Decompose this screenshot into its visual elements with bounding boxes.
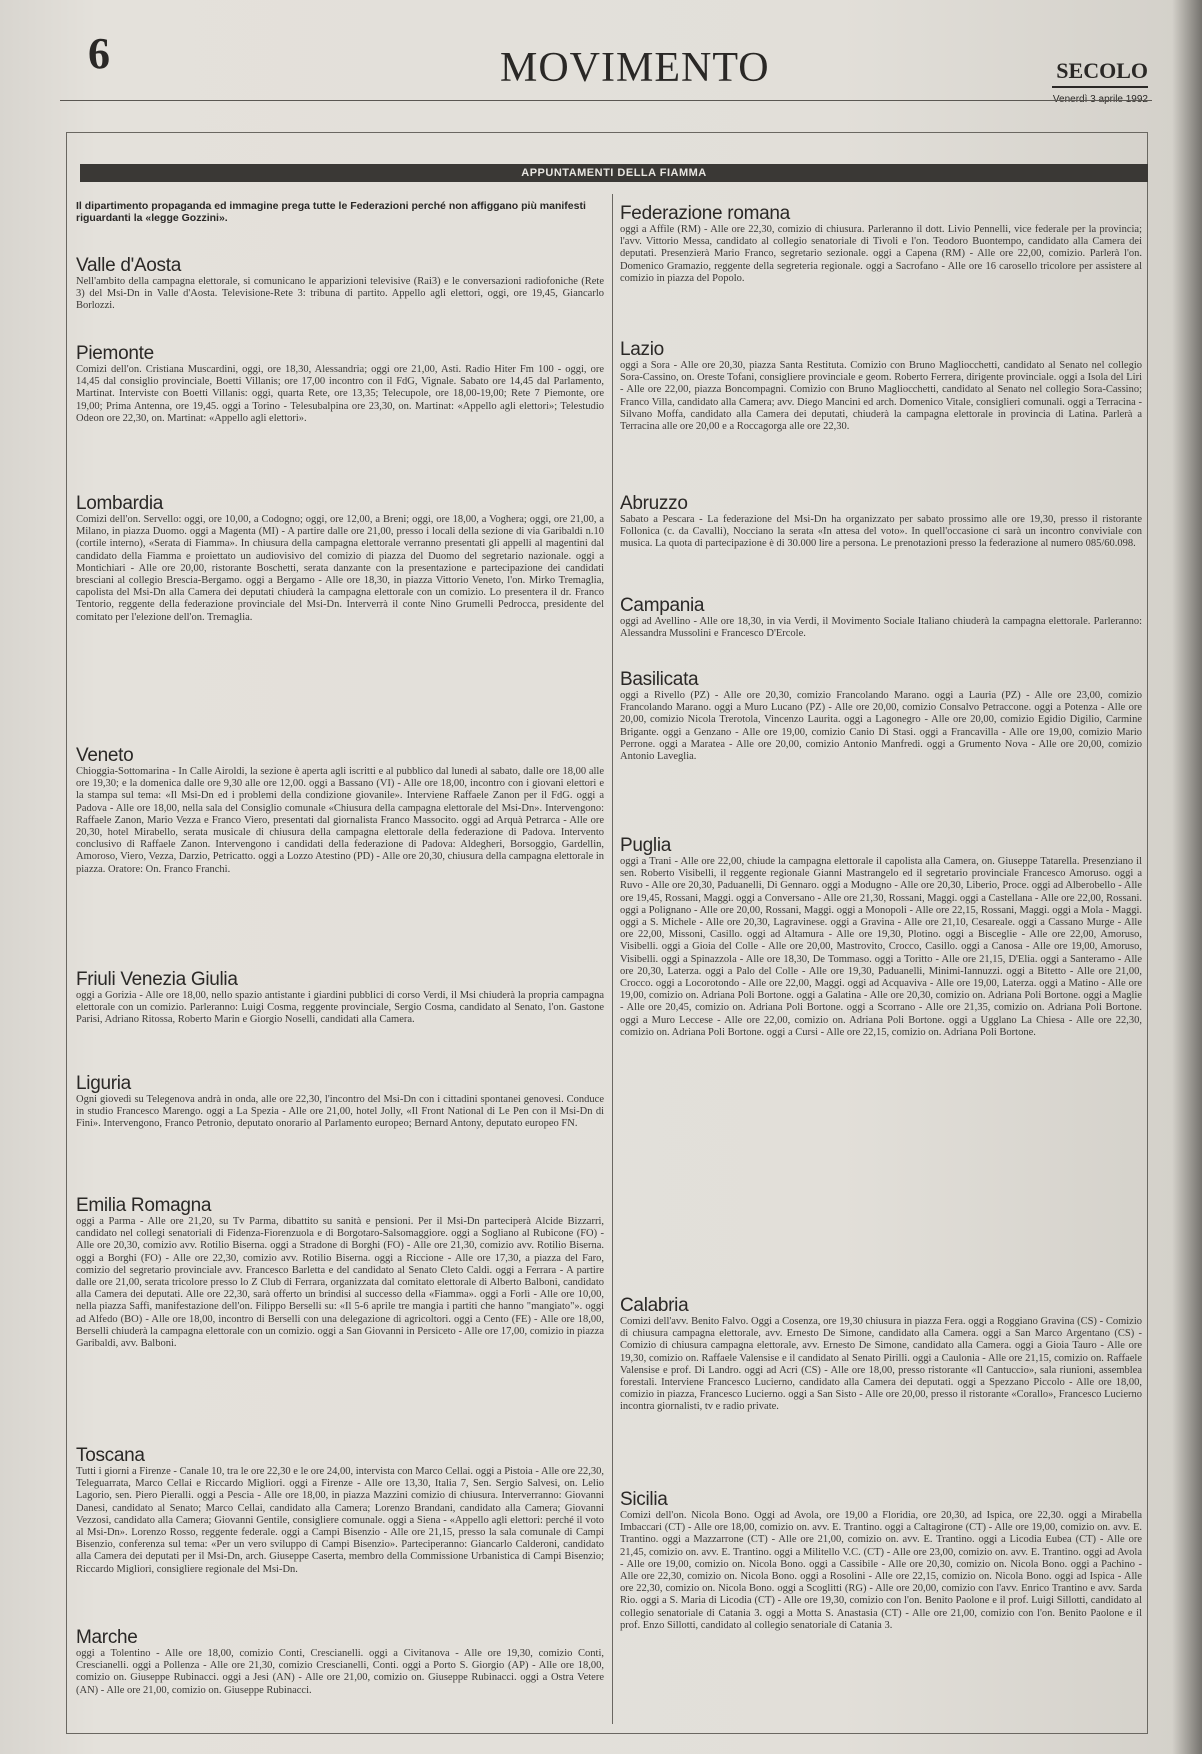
region-block [620,1296,1142,1414]
region-heading: Toscana [76,1445,145,1466]
region-heading: Lombardia [76,493,164,514]
page-number: 6 [88,29,110,78]
region-block [76,1628,604,1697]
region-heading: Puglia [620,835,672,856]
region-text: oggi a Affile (RM) - Alle ore 22,30, comizio di chiusura. Parleranno il dott. Livio Pennelli, vice federale per la provincia; l'avv. Vittorio Messa, candidato al collegio senatoriale di Tivoli e l'on. Teodoro Buontempo, candidato alla Camera dei deputati. Presenzierà Mario Franco, segretario sezionale. oggi a Capena (RM) - Alle ore 22,00, comizio. Parlerà l'on. Domenico Gramazio, reggente della segreteria regionale. oggi a Sacrofano - Alle ore 16 carosello tricolore per assistere al comizio in piazza del Popolo. [620,224,1142,284]
region-block [620,596,1142,640]
region-text: oggi a Parma - Alle ore 21,20, su Tv Parma, dibattito su sanità e pensioni. Per il Msi-Dn parteciperà Alcide Bizzarri, candidato nel collegi senatoriali di Fidenza-Fiorenzuola e di Borgotaro-Salsomaggiore. oggi a Sogliano al Rubicone (FO) - Alle ore 20,30, comizio avv. Rotilio Biserna. oggi a Stradone di Borghi (FO) - Alle ore 21,30, comizio avv. Rotilio Biserna. oggi a Borghi (FO) - Alle ore 22,30, comizio avv. Rotilio Biserna. oggi a Riccione - Alle ore 17,30, a piazza del Faro, comizio del segretario provinciale avv. Francesco Barletta e del candidato al Senato Cleto Caldi. oggi a Ferrara - A partire dalle ore 21,00, serata tricolore presso lo Z Club di Ferrara, organizzata dal comitato elettorale di Alberto Balboni, candidato alla Camera dei deputati. Alle ore 22,30, sarà offerto un brindisi al successo della «Fiamma». oggi a Forlì - Alle ore 10,00, nella piazza Saffi, manifestazione dell'on. Filippo Berselli su: «Il 5-6 aprile tre mangia i partiti che hanno "mangiato"». oggi ad Alfedo (BO) - Alle ore 18,00, incontro di Berselli con una delegazione di agricoltori. oggi a Cento (FE) - Alle ore 18,00, Berselli chiuderà la campagna elettorale con un comizio. oggi a San Giovanni in Persiceto - Alle ore 17,00, comizio in piazza Garibaldi, avv. Balboni. [76,1216,604,1350]
region-heading: Veneto [76,745,134,766]
region-heading: Sicilia [620,1489,668,1510]
region-text: Comizi dell'on. Nicola Bono. Oggi ad Avola, ore 19,00 a Floridia, ore 20,30, ad Ispica, ore 22,30. oggi a Mirabella Imbaccari (CT) - Alle ore 18,00, comizio on. avv. E. Trantino. oggi a Caltagirone (CT) - Alle ore 19,00, comizio on. avv. E. Trantino. oggi a Mazzarrone (CT) - Alle ore 21,00, comizio on. avv. E. Trantino. oggi a Licodia Eubea (CT) - Alle ore 21,45, comizio on. avv. E. Trantino. oggi a Militello V.C. (CT) - Alle ore 23,00, comizio on. avv. E. Trantino. oggi ad Avola - Alle ore 19,00, comizio on. Nicola Bono. oggi a Cassibile - Alle ore 20,30, comizio on. Nicola Bono. oggi a Pachino - Alle ore 22,30, comizio on. Nicola Bono. oggi a Rosolini - Alle ore 22,15, comizio on. Nicola Bono. oggi ad Ispica - Alle ore 22,30, comizio on. Nicola Bono. oggi a Scoglitti (RG) - Alle ore 20,00, comizio con l'avv. Enrico Trantino e avv. Sarda Rio. oggi a S. Maria di Licodia (CT) - Alle ore 19,30, comizio con l'on. Benito Paolone e il prof. Luigi Sillotti, candidato al collegio senatoriale di Catania 3. oggi a Motta S. Anastasia (CT) - Alle ore 21,00, comizio con l'on. Benito Paolone e il prof. Enzo Sillotti, candidato al collegio senatoriale di Catania 3. [620,1510,1142,1631]
region-text: oggi a Tolentino - Alle ore 18,00, comizio Conti, Crescianelli. oggi a Civitanova - Alle ore 19,30, comizio Conti, Crescianelli. oggi a Pollenza - Alle ore 21,30, comizio Crescianelli, Conti. oggi a Porto S. Giorgio (AP) - Alle ore 18,00, comizio on. Giuseppe Rubinacci. oggi a Jesi (AN) - Alle ore 21,00, comizio on. Giuseppe Rubinacci. oggi a Ostra Vetere (AN) - Alle ore 21,00, comizio on. Giuseppe Rubinacci. [76,1648,604,1696]
region-text: Tutti i giorni a Firenze - Canale 10, tra le ore 22,30 e le ore 24,00, intervista con Marco Cellai. oggi a Pistoia - Alle ore 22,30, Teleguarrata, Marco Cellai e Riccardo Migliori. oggi a Firenze - Alle ore 13,30, Italia 7, Sen. Sergio Salvesi, on. Lelio Lagorio, sen. Piero Pieralli. oggi a Pescia - Alle ore 18,00, in piazza Mazzini comizio di chiusura. Interverranno: Giovanni Danesi, candidato al Senato; Marco Cellai, candidato alla Camera; Lorenzo Brandani, candidato alla Camera; Giovanni Vezzosi, candidato alla Camera; Giovanni Gentile, consigliere comunale. oggi a Siena - «Appello agli elettori: perché il voto al Msi-Dn». Lorenzo Rosso, reggente federale. oggi a Campi Bisenzio - Alle ore 21,15, presso la sala comunale di Campi Bisenzio, conferenza sul tema: «Per un vero sviluppo di Campi Bisenzio». Parteciperanno: Giancarlo Calderoni, candidato alla Camera dei deputati per il Msi-Dn, arch. Giuseppe Caserta, membro della Commissione Urbanistica di Campi Bisenzio; Riccardo Migliori, consigliere regionale del Msi-Dn. [76,1466,604,1575]
region-heading: Lazio [620,339,664,360]
section-banner: APPUNTAMENTI DELLA FIAMMA [80,164,1148,182]
region-heading: Piemonte [76,343,154,364]
region-block [620,670,1142,763]
page-edge-shadow [1172,0,1202,1754]
region-heading: Abruzzo [620,493,688,514]
region-heading: Friuli Venezia Giulia [76,969,238,990]
region-block [76,746,604,876]
region-block [76,1196,604,1350]
region-heading: Basilicata [620,669,699,690]
region-heading: Marche [76,1627,138,1648]
masthead [1052,58,1148,106]
region-text: oggi a Gorizia - Alle ore 18,00, nello spazio antistante i giardini pubblici di corso Verdi, il Msi chiuderà la propria campagna elettorale con un comizio. Parleranno: Luigi Cosma, reggente provinciale, Sergio Cosma, candidato al Senato, l'on. Gastone Parisi, Adriano Ritossa, Roberto Marin e Giorgio Noselli, candidati alla Camera. [76,990,604,1026]
region-heading: Campania [620,595,705,616]
region-block [620,340,1142,433]
region-block [76,1446,604,1576]
region-heading: Liguria [76,1073,131,1094]
region-text: oggi a Sora - Alle ore 20,30, piazza Santa Restituta. Comizio con Bruno Magliocchetti, candidato al Senato nel collegio Sora-Cassino, on. Oreste Tofani, consigliere provinciale e geom. Roberto Ferrera, dirigente provinciale. oggi a Isola del Liri - Alle ore 22,00, piazza Boncompagni. Comizio con Bruno Magliocchetti, candidato al Senato nel collegio Sora-Cassino; Franco Villa, candidato alla Camera; avv. Diego Mancini ed arch. Domenico Vitale, consiglieri comunali. oggi a Terracina - Silvano Moffa, candidato alla Camera dei deputati, chiuderà la campagna elettorale in provincia di Latina. Parlerà a Terracina alle ore 20,00 e a Roccagorga alle ore 22,30. [620,360,1142,433]
region-block [620,494,1142,551]
region-heading: Emilia Romagna [76,1195,212,1216]
region-block [76,494,604,624]
region-text: Comizi dell'avv. Benito Falvo. Oggi a Cosenza, ore 19,30 chiusura in piazza Fera. oggi a Roggiano Gravina (CS) - Comizio di chiusura campagna elettorale, avv. Ernesto De Simone, candidato alla Camera. oggi a San Marco Argentano (CS) - Comizio di chiusura campagna elettorale, avv. Ernesto De Simone, candidato alla Camera. oggi a Gioia Tauro - Alle ore 19,30, comizio on. Raffaele Valensise e il candidato al Senato Pirilli. oggi a Caulonia - Alle ore 21,15, comizio on. Raffaele Valensise e prof. Di Landro. oggi ad Acri (CS) - Alle ore 18,00, presso ristorante «Il Cantuccio», sala riunioni, assemblea forestali. Interviene Francesco Lucierno, candidato alla Camera dei deputati. oggi a Spezzano Piccolo - Alle ore 18,00, comizio in piazza, Francesco Lucierno. oggi a San Sisto - Alle ore 20,00, presso il ristorante «Corallo», Francesco Lucierno incontra giornalisti, tv e radio private. [620,1316,1142,1413]
region-block [76,1074,604,1131]
region-text: Nell'ambito della campagna elettorale, si comunicano le apparizioni televisive (Rai3) e le conversazioni radiofoniche (Rete 3) del Msi-Dn in Valle d'Aosta. Televisione-Rete 3: tribuna di partito. Appello agli elettori, oggi, ore 19,45, Giancarlo Borlozzi. [76,276,604,312]
intro-notice: Il dipartimento propaganda ed immagine prega tutte le Federazioni perché non affiggano più manifesti riguardanti la «legge Gozzini». [76,200,586,224]
region-text: oggi a Rivello (PZ) - Alle ore 20,30, comizio Francolando Marano. oggi a Lauria (PZ) - Alle ore 23,00, comizio Francolando Marano. oggi a Muro Lucano (PZ) - Alle ore 20,00, comizio Consalvo Petraccone. oggi a Potenza - Alle ore 20,00, comizio Nicola Trerotola, Vincenzo Laurita. oggi a Lagonegro - Alle ore 20,00, comizio Egidio Digilio, Carmine Brigante. oggi a Genzano - Alle ore 19,00, comizio Canio Di Stasi. oggi a Francavilla - Alle ore 19,00, comizio Mario Perrone. oggi a Maratea - Alle ore 20,00, comizio Antonio Manfredi. oggi a Grumento Nova - Alle ore 20,00, comizio Antonio Laveglia. [620,690,1142,763]
region-block [620,836,1142,1039]
region-text: Sabato a Pescara - La federazione del Msi-Dn ha organizzato per sabato prossimo alle ore 19,30, presso il ristorante Follonica (c. da Cavalli), Nocciano la serata «In attesa del voto». In quell'occasione ci sarà un incontro conviviale con musica. La quota di partecipazione è di 30.000 lire a persona. Le prenotazioni presso la federazione al numero 085/60.098. [620,514,1142,550]
region-text: oggi a Trani - Alle ore 22,00, chiude la campagna elettorale il capolista alla Camera, on. Giuseppe Tatarella. Presenziano il sen. Roberto Visibelli, il reggente regionale Gianni Mastrangelo ed il segretario provinciale Francesco Amoruso. oggi a Ruvo - Alle ore 20,30, Paduanelli, Di Gennaro. oggi a Modugno - Alle ore 20,30, Liberio, Proce. oggi ad Alberobello - Alle ore 19,45, Rossani, Maggi. oggi a Conversano - Alle ore 21,30, Rossani, Maggi. oggi a Castellana - Alle ore 22,00, Rossani. oggi a Polignano - Alle ore 20,00, Rossani, Maggi. oggi a Monopoli - Alle ore 22,15, Rossani, Maggi. oggi a Mola - Maggi. oggi a S. Michele - Alle ore 20,30, Lagravinese. oggi a Gravina - Alle ore 21,10, Cesareale. oggi a Cassano Murge - Alle ore 22,00, Missoni, Casillo. oggi ad Altamura - Alle ore 19,30, Plotino. oggi a Bisceglie - Alle ore 22,00, Amoruso, Visibelli. oggi a Gioia del Colle - Alle ore 20,00, Mastrovito, Crocco, Casillo. oggi a Canosa - Alle ore 19,00, Amoruso, Visibelli. oggi a Spinazzola - Alle ore 18,30, De Tommaso. oggi a Toritto - Alle ore 21,15, D'Elia. oggi a Santeramo - Alle ore 20,30, Laterza. oggi a Palo del Colle - Alle ore 19,30, Paduanelli, Minimi-Iannuzzi. oggi a Bitetto - Alle ore 21,00, Crocco. oggi a Locorotondo - Alle ore 22,00, Maggi. oggi ad Acquaviva - Alle ore 19,00, Laterza. oggi a Matino - Alle ore 19,00, comizio on. Adriana Poli Bortone. oggi a Galatina - Alle ore 20,30, comizio on. Adriana Poli Bortone. oggi a Maglie - Alle ore 20,45, comizio on. Adriana Poli Bortone. oggi a Scorrano - Alle ore 21,35, comizio on. Adriana Poli Bortone. oggi a Muro Leccese - Alle ore 22,00, comizio on. Adriana Poli Bortone. oggi a Ugglano La Chiesa - Alle ore 22,30, comizio on. Adriana Poli Bortone. oggi a Cursi - Alle ore 22,15, comizio on. Adriana Poli Bortone. [620,856,1142,1038]
masthead-logo: SECOLO [1052,58,1148,88]
region-heading: Calabria [620,1295,689,1316]
region-block [620,204,1142,285]
region-block [620,1490,1142,1632]
region-block [76,344,604,425]
region-text: Chioggia-Sottomarina - In Calle Airoldi, la sezione è aperta agli iscritti e al pubblico dal lunedì al sabato, dalle ore 18,00 alle ore 19,30; e la domenica dalle ore 9,30 alle ore 12,00. oggi a Bassano (VI) - Alle ore 18,00, incontro con i giovani elettori e la stampa sul tema: «Il Msi-Dn ed i problemi della condizione giovanile». Interviene Raffaele Zanon per il FdG. oggi a Padova - Alle ore 18,00, nella sala del Consiglio comunale «Chiusura della campagna elettorale del Msi-Dn». Intervengono: Raffaele Zanon, Mario Vezza e Franco Viero, presentati dal giornalista Franco Massocito. oggi ad Arquà Petrarca - Alle ore 20,30, hotel Mirabello, serata musicale di chiusura della campagna elettorale della federazione di Padova. Intervento conclusivo di Raffaele Zanon. Intervengono i candidati della federazione di Padova: Aldegheri, Borsoggio, Gardellin, Amoroso, Viero, Vezza, Darzio, Petricatto. oggi a Lozzo Atestino (PD) - Alle ore 20,30, chiusura della campagna elettorale in piazza. Oratore: On. Franco Franchi. [76,766,604,875]
section-title: MOVIMENTO [500,45,770,91]
region-text: Ogni giovedì su Telegenova andrà in onda, alle ore 22,30, l'incontro del Msi-Dn con i cittadini spontanei genovesi. Conduce in studio Francesco Marengo. oggi a La Spezia - Alle ore 21,00, hotel Jolly, «Il Front National di Le Pen con il Msi-Dn di Fini». Intervengono, Franco Petronio, deputato onorario al Parlamento europeo; Bernard Antony, deputato europeo FN. [76,1094,604,1130]
region-block [76,970,604,1027]
column-divider [612,194,613,1724]
region-text: Comizi dell'on. Cristiana Muscardini, oggi, ore 18,30, Alessandria; oggi ore 21,00, Asti. Radio Hiter Fm 100 - oggi, ore 14,45 dal consiglio provinciale, Boetti Villanis; ore 17,00 incontro con il FdG, Vignale. Sabato ore 14,45 dal Parlamento, Martinat. Interviste con Boetti Villanis: oggi, quarta Rete, ore 13,35; Telecupole, ore 18,00-19,00; Rete 7 Piemonte, ore 19,00; Prima Antenna, ore 19,45. oggi a Torino - Telesubalpina ore 23,30, on. Martinat: «Appello agli elettori»; Telestudio Odeon ore 22,30, on. Martinat: «Appello agli elettori». [76,364,604,424]
region-heading: Valle d'Aosta [76,255,181,276]
region-block [76,256,604,313]
region-text: oggi ad Avellino - Alle ore 18,30, in via Verdi, il Movimento Sociale Italiano chiuderà la campagna elettorale. Parleranno: Alessandra Mussolini e Francesco D'Ercole. [620,616,1142,640]
region-heading: Federazione romana [620,203,790,224]
header-rule [60,100,1152,101]
region-text: Comizi dell'on. Servello: oggi, ore 10,00, a Codogno; oggi, ore 12,00, a Breni; oggi, ore 18,00, a Voghera; oggi, ore 21,00, a Milano, in piazza Duomo. oggi a Magenta (MI) - A partire dalle ore 21,00, presso i locali della sezione di via Garibaldi n.10 (cortile interno), «Serata di Fiamma». In chiusura della campagna elettorale verranno presentati gli appelli al magentini dal candidato della Fiamma e proiettato un audiovisivo del comizio di piazza del Duomo del segretario nazionale. oggi a Montichiari - Alle ore 20,00, ristorante Boschetti, serata danzante con la presentazione e partecipazione dei candidati bresciani al collegio Brescia-Bergamo. oggi a Bergamo - Alle ore 18,30, in piazza Vittorio Veneto, l'on. Mirko Tremaglia, capolista del Msi-Dn alla Camera dei deputati chiuderà la campagna elettorale con un comizio. Lo presentera il dr. Franco Tentorio, reggente della federazione provinciale del Msi-Dn. Interverrà il conte Nino Grumelli Pedrocca, presidente del comitato per l'elezione dell'on. Tremaglia. [76,514,604,623]
